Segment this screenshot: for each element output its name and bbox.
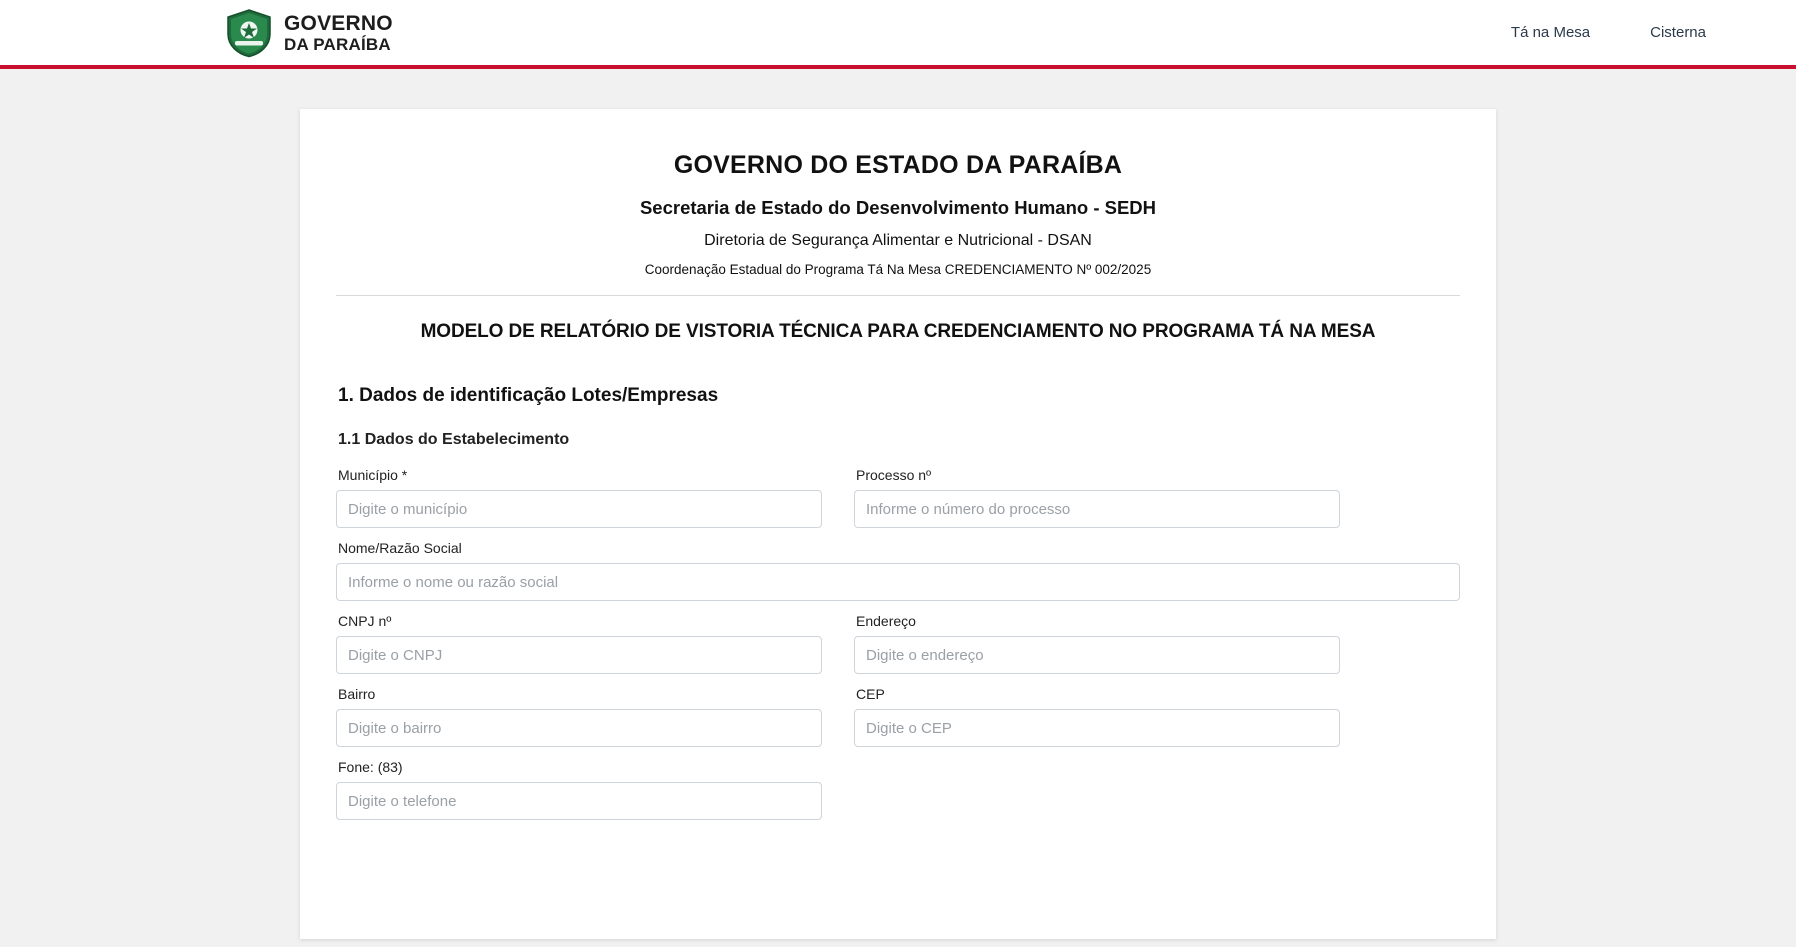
label-fone: Fone: (83) (338, 759, 403, 775)
header-divider (336, 295, 1460, 296)
brand-logo[interactable] (224, 8, 393, 58)
nav-link-ta-na-mesa[interactable]: Tá na Mesa (1510, 24, 1591, 41)
form-row-bairro-cep (336, 686, 1460, 747)
doc-title-coordination: Coordenação Estadual do Programa Tá Na Mesa CREDENCIAMENTO Nº 002/2025 (644, 262, 1152, 277)
field-cep (854, 686, 1340, 747)
field-nome-razao-social (336, 540, 1460, 601)
field-endereco (854, 613, 1340, 674)
label-municipio: Município * (338, 467, 408, 483)
field-bairro (336, 686, 822, 747)
nome-razao-social-input[interactable] (336, 563, 1460, 601)
fone-input[interactable] (336, 782, 822, 820)
form-row-cnpj-endereco (336, 613, 1460, 674)
bairro-input[interactable] (336, 709, 822, 747)
endereco-input[interactable] (854, 636, 1340, 674)
municipio-input[interactable] (336, 490, 822, 528)
section-1-title: 1. Dados de identificação Lotes/Empresas (338, 385, 719, 406)
brand-text (284, 13, 393, 53)
cnpj-input[interactable] (336, 636, 822, 674)
establishment-form (336, 467, 1460, 820)
form-row-municipio-processo (336, 467, 1460, 528)
page-body (0, 69, 1796, 939)
label-bairro: Bairro (338, 686, 376, 702)
document-header (336, 151, 1460, 277)
field-cnpj (336, 613, 822, 674)
report-card (300, 109, 1496, 939)
processo-input[interactable] (854, 490, 1340, 528)
paraiba-crest-icon (224, 8, 274, 58)
subsection-1-1-title: 1.1 Dados do Estabelecimento (338, 431, 570, 448)
form-row-fone (336, 759, 1460, 820)
field-fone (336, 759, 822, 820)
doc-title-government: GOVERNO DO ESTADO DA PARAÍBA (673, 151, 1123, 179)
label-cnpj: CNPJ nº (338, 613, 392, 629)
brand-line-1: GOVERNO (284, 11, 393, 35)
top-navbar (0, 0, 1796, 69)
nav-link-cisterna[interactable]: Cisterna (1650, 24, 1706, 41)
nav-links (1511, 24, 1706, 41)
page-title: MODELO DE RELATÓRIO DE VISTORIA TÉCNICA PARA CREDENCIAMENTO NO PROGRAMA TÁ NA MESA (420, 321, 1376, 342)
label-processo: Processo nº (856, 467, 932, 483)
cep-input[interactable] (854, 709, 1340, 747)
label-endereco: Endereço (856, 613, 916, 629)
field-municipio (336, 467, 822, 528)
form-row-nome-razao-social (336, 540, 1460, 601)
brand-line-2: DA PARAÍBA (284, 34, 391, 54)
field-processo (854, 467, 1340, 528)
label-nome-razao-social: Nome/Razão Social (338, 540, 462, 556)
doc-title-secretariat: Secretaria de Estado do Desenvolvimento Humano - SEDH (639, 197, 1157, 218)
label-cep: CEP (856, 686, 885, 702)
doc-title-directorate: Diretoria de Segurança Alimentar e Nutricional - DSAN (704, 232, 1092, 249)
